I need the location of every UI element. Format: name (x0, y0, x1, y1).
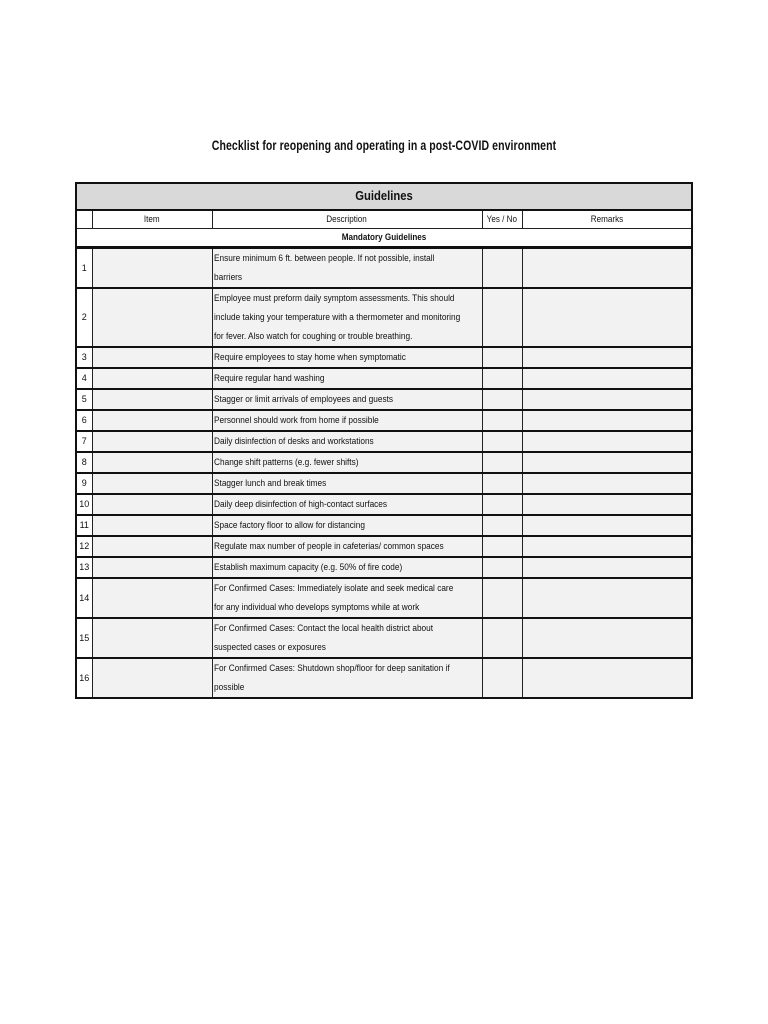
description-cell: Regulate max number of people in cafeterias/ common spaces (212, 536, 482, 557)
yes-no-cell[interactable] (482, 536, 522, 557)
row-number: 10 (76, 494, 92, 515)
row-number: 1 (76, 248, 92, 289)
item-cell[interactable] (92, 368, 212, 389)
row-number: 8 (76, 452, 92, 473)
row-number: 2 (76, 288, 92, 347)
item-cell[interactable] (92, 578, 212, 618)
item-cell[interactable] (92, 288, 212, 347)
item-cell[interactable] (92, 557, 212, 578)
table-row (76, 288, 692, 347)
description-cell: Require regular hand washing (212, 368, 482, 389)
header-yes-no: Yes / No (482, 210, 522, 229)
row-number: 15 (76, 618, 92, 658)
table-row (76, 557, 692, 578)
remarks-cell[interactable] (522, 557, 692, 578)
remarks-cell[interactable] (522, 368, 692, 389)
description-cell: Require employees to stay home when symptomatic (212, 347, 482, 368)
yes-no-cell[interactable] (482, 452, 522, 473)
remarks-cell[interactable] (522, 536, 692, 557)
remarks-cell[interactable] (522, 288, 692, 347)
description-cell: Establish maximum capacity (e.g. 50% of fire code) (212, 557, 482, 578)
item-cell[interactable] (92, 494, 212, 515)
item-cell[interactable] (92, 658, 212, 698)
description-cell: Space factory floor to allow for distancing (212, 515, 482, 536)
remarks-cell[interactable] (522, 578, 692, 618)
description-cell: Daily disinfection of desks and workstations (212, 431, 482, 452)
item-cell[interactable] (92, 515, 212, 536)
table-row (76, 368, 692, 389)
item-cell[interactable] (92, 389, 212, 410)
item-cell[interactable] (92, 431, 212, 452)
item-cell[interactable] (92, 618, 212, 658)
remarks-cell[interactable] (522, 494, 692, 515)
yes-no-cell[interactable] (482, 410, 522, 431)
section-title: Mandatory Guidelines (76, 229, 692, 248)
yes-no-cell[interactable] (482, 557, 522, 578)
item-cell[interactable] (92, 347, 212, 368)
table-row (76, 536, 692, 557)
table-banner-row (76, 183, 692, 210)
description-cell: Daily deep disinfection of high-contact surfaces (212, 494, 482, 515)
yes-no-cell[interactable] (482, 368, 522, 389)
table-row (76, 389, 692, 410)
table-row (76, 515, 692, 536)
row-number: 3 (76, 347, 92, 368)
table-row (76, 431, 692, 452)
item-cell[interactable] (92, 410, 212, 431)
remarks-cell[interactable] (522, 658, 692, 698)
description-cell: Stagger or limit arrivals of employees and guests (212, 389, 482, 410)
header-description: Description (212, 210, 482, 229)
row-number: 4 (76, 368, 92, 389)
remarks-cell[interactable] (522, 431, 692, 452)
description-cell: For Confirmed Cases: Contact the local health district about suspected cases or exposures (212, 618, 482, 658)
remarks-cell[interactable] (522, 347, 692, 368)
item-cell[interactable] (92, 248, 212, 289)
row-number: 14 (76, 578, 92, 618)
remarks-cell[interactable] (522, 618, 692, 658)
guidelines-table (75, 182, 693, 699)
item-cell[interactable] (92, 536, 212, 557)
yes-no-cell[interactable] (482, 618, 522, 658)
remarks-cell[interactable] (522, 515, 692, 536)
remarks-cell[interactable] (522, 410, 692, 431)
table-row (76, 473, 692, 494)
section-row (76, 229, 692, 248)
row-number: 12 (76, 536, 92, 557)
yes-no-cell[interactable] (482, 431, 522, 452)
row-number: 11 (76, 515, 92, 536)
yes-no-cell[interactable] (482, 473, 522, 494)
table-row (76, 452, 692, 473)
table-row (76, 410, 692, 431)
table-row (76, 347, 692, 368)
table-row (76, 248, 692, 289)
description-cell: Personnel should work from home if possible (212, 410, 482, 431)
header-blank-cell (76, 210, 92, 229)
yes-no-cell[interactable] (482, 248, 522, 289)
row-number: 5 (76, 389, 92, 410)
table-row (76, 618, 692, 658)
table-row (76, 494, 692, 515)
description-cell: Stagger lunch and break times (212, 473, 482, 494)
remarks-cell[interactable] (522, 389, 692, 410)
table-banner: Guidelines (76, 183, 692, 210)
yes-no-cell[interactable] (482, 658, 522, 698)
row-number: 6 (76, 410, 92, 431)
row-number: 7 (76, 431, 92, 452)
row-number: 9 (76, 473, 92, 494)
yes-no-cell[interactable] (482, 347, 522, 368)
table-row (76, 658, 692, 698)
table-row (76, 578, 692, 618)
description-cell: Change shift patterns (e.g. fewer shifts) (212, 452, 482, 473)
description-cell: Employee must preform daily symptom assessments. This should include taking your temperature with a thermometer and monitoring for fever. Also watch for coughing or trouble breathing. (212, 288, 482, 347)
item-cell[interactable] (92, 473, 212, 494)
remarks-cell[interactable] (522, 248, 692, 289)
row-number: 16 (76, 658, 92, 698)
yes-no-cell[interactable] (482, 494, 522, 515)
description-cell: For Confirmed Cases: Immediately isolate and seek medical care for any individual who develops symptoms while at work (212, 578, 482, 618)
row-number: 13 (76, 557, 92, 578)
yes-no-cell[interactable] (482, 578, 522, 618)
header-item: Item (92, 210, 212, 229)
header-remarks: Remarks (522, 210, 692, 229)
remarks-cell[interactable] (522, 452, 692, 473)
document-title: Checklist for reopening and operating in a post-COVID environment (211, 138, 557, 153)
description-cell: For Confirmed Cases: Shutdown shop/floor for deep sanitation if possible (212, 658, 482, 698)
yes-no-cell[interactable] (482, 515, 522, 536)
table-header-row (76, 210, 692, 229)
item-cell[interactable] (92, 452, 212, 473)
description-cell: Ensure minimum 6 ft. between people. If not possible, install barriers (212, 248, 482, 289)
yes-no-cell[interactable] (482, 288, 522, 347)
remarks-cell[interactable] (522, 473, 692, 494)
yes-no-cell[interactable] (482, 389, 522, 410)
